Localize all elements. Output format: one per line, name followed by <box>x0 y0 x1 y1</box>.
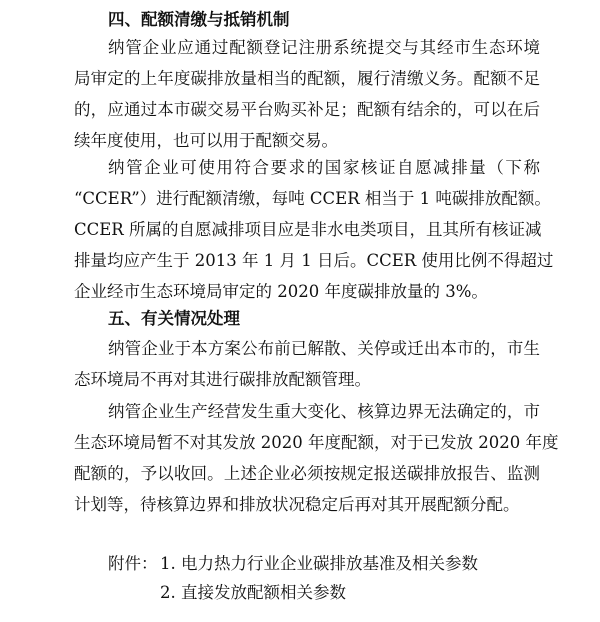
text-line: “CCER”）进行配额清缴，每吨 CCER 相当于 1 吨碳排放配额。 <box>74 189 551 208</box>
text-line: 的，应通过本市碳交易平台购买补足；配额有结余的，可以在后 <box>74 100 540 119</box>
text-line: CCER 所属的自愿减排项目应是非水电类项目，且其所有核证减 <box>74 220 542 239</box>
text-line: 配额的，予以收回。上述企业必须按规定报送碳排放报告、监测 <box>74 464 540 483</box>
section-4-paragraph-1 <box>74 32 540 156</box>
text-line: 排量均应产生于 2013 年 1 月 1 日后。CCER 使用比例不得超过 <box>74 251 554 270</box>
text-line: 企业经市生态环境局审定的 2020 年度碳排放量的 3%。 <box>74 282 488 301</box>
attachment-item-2: 2. 直接发放配额相关参数 <box>160 583 346 602</box>
text-line: 纳管企业应通过配额登记注册系统提交与其经市生态环境 <box>108 38 540 57</box>
attachments-label: 附件： <box>108 554 158 573</box>
text-line: 纳管企业生产经营发生重大变化、核算边界无法确定的，市 <box>108 402 540 421</box>
text-line: 计划等，待核算边界和排放状况稳定后再对其开展配额分配。 <box>74 495 520 514</box>
section-5-paragraph-1 <box>74 333 540 395</box>
text-line: 续年度使用，也可以用于配额交易。 <box>74 131 338 150</box>
section-4-paragraph-2 <box>74 152 554 307</box>
attachment-item-1: 1. 电力热力行业企业碳排放基准及相关参数 <box>160 554 478 573</box>
text-line: 态环境局不再对其进行碳排放配额管理。 <box>74 370 371 389</box>
text-line: 纳管企业可使用符合要求的国家核证自愿减排量（下称 <box>108 158 540 177</box>
section-5-paragraph-2 <box>74 396 559 520</box>
section-heading-5: 五、有关情况处理 <box>108 309 240 328</box>
text-line: 生态环境局暂不对其发放 2020 年度配额，对于已发放 2020 年度 <box>74 433 559 452</box>
text-line: 纳管企业于本方案公布前已解散、关停或迁出本市的，市生 <box>108 339 540 358</box>
text-line: 局审定的上年度碳排放量相当的配额，履行清缴义务。配额不足 <box>74 69 540 88</box>
section-heading-4: 四、配额清缴与抵销机制 <box>108 10 290 29</box>
